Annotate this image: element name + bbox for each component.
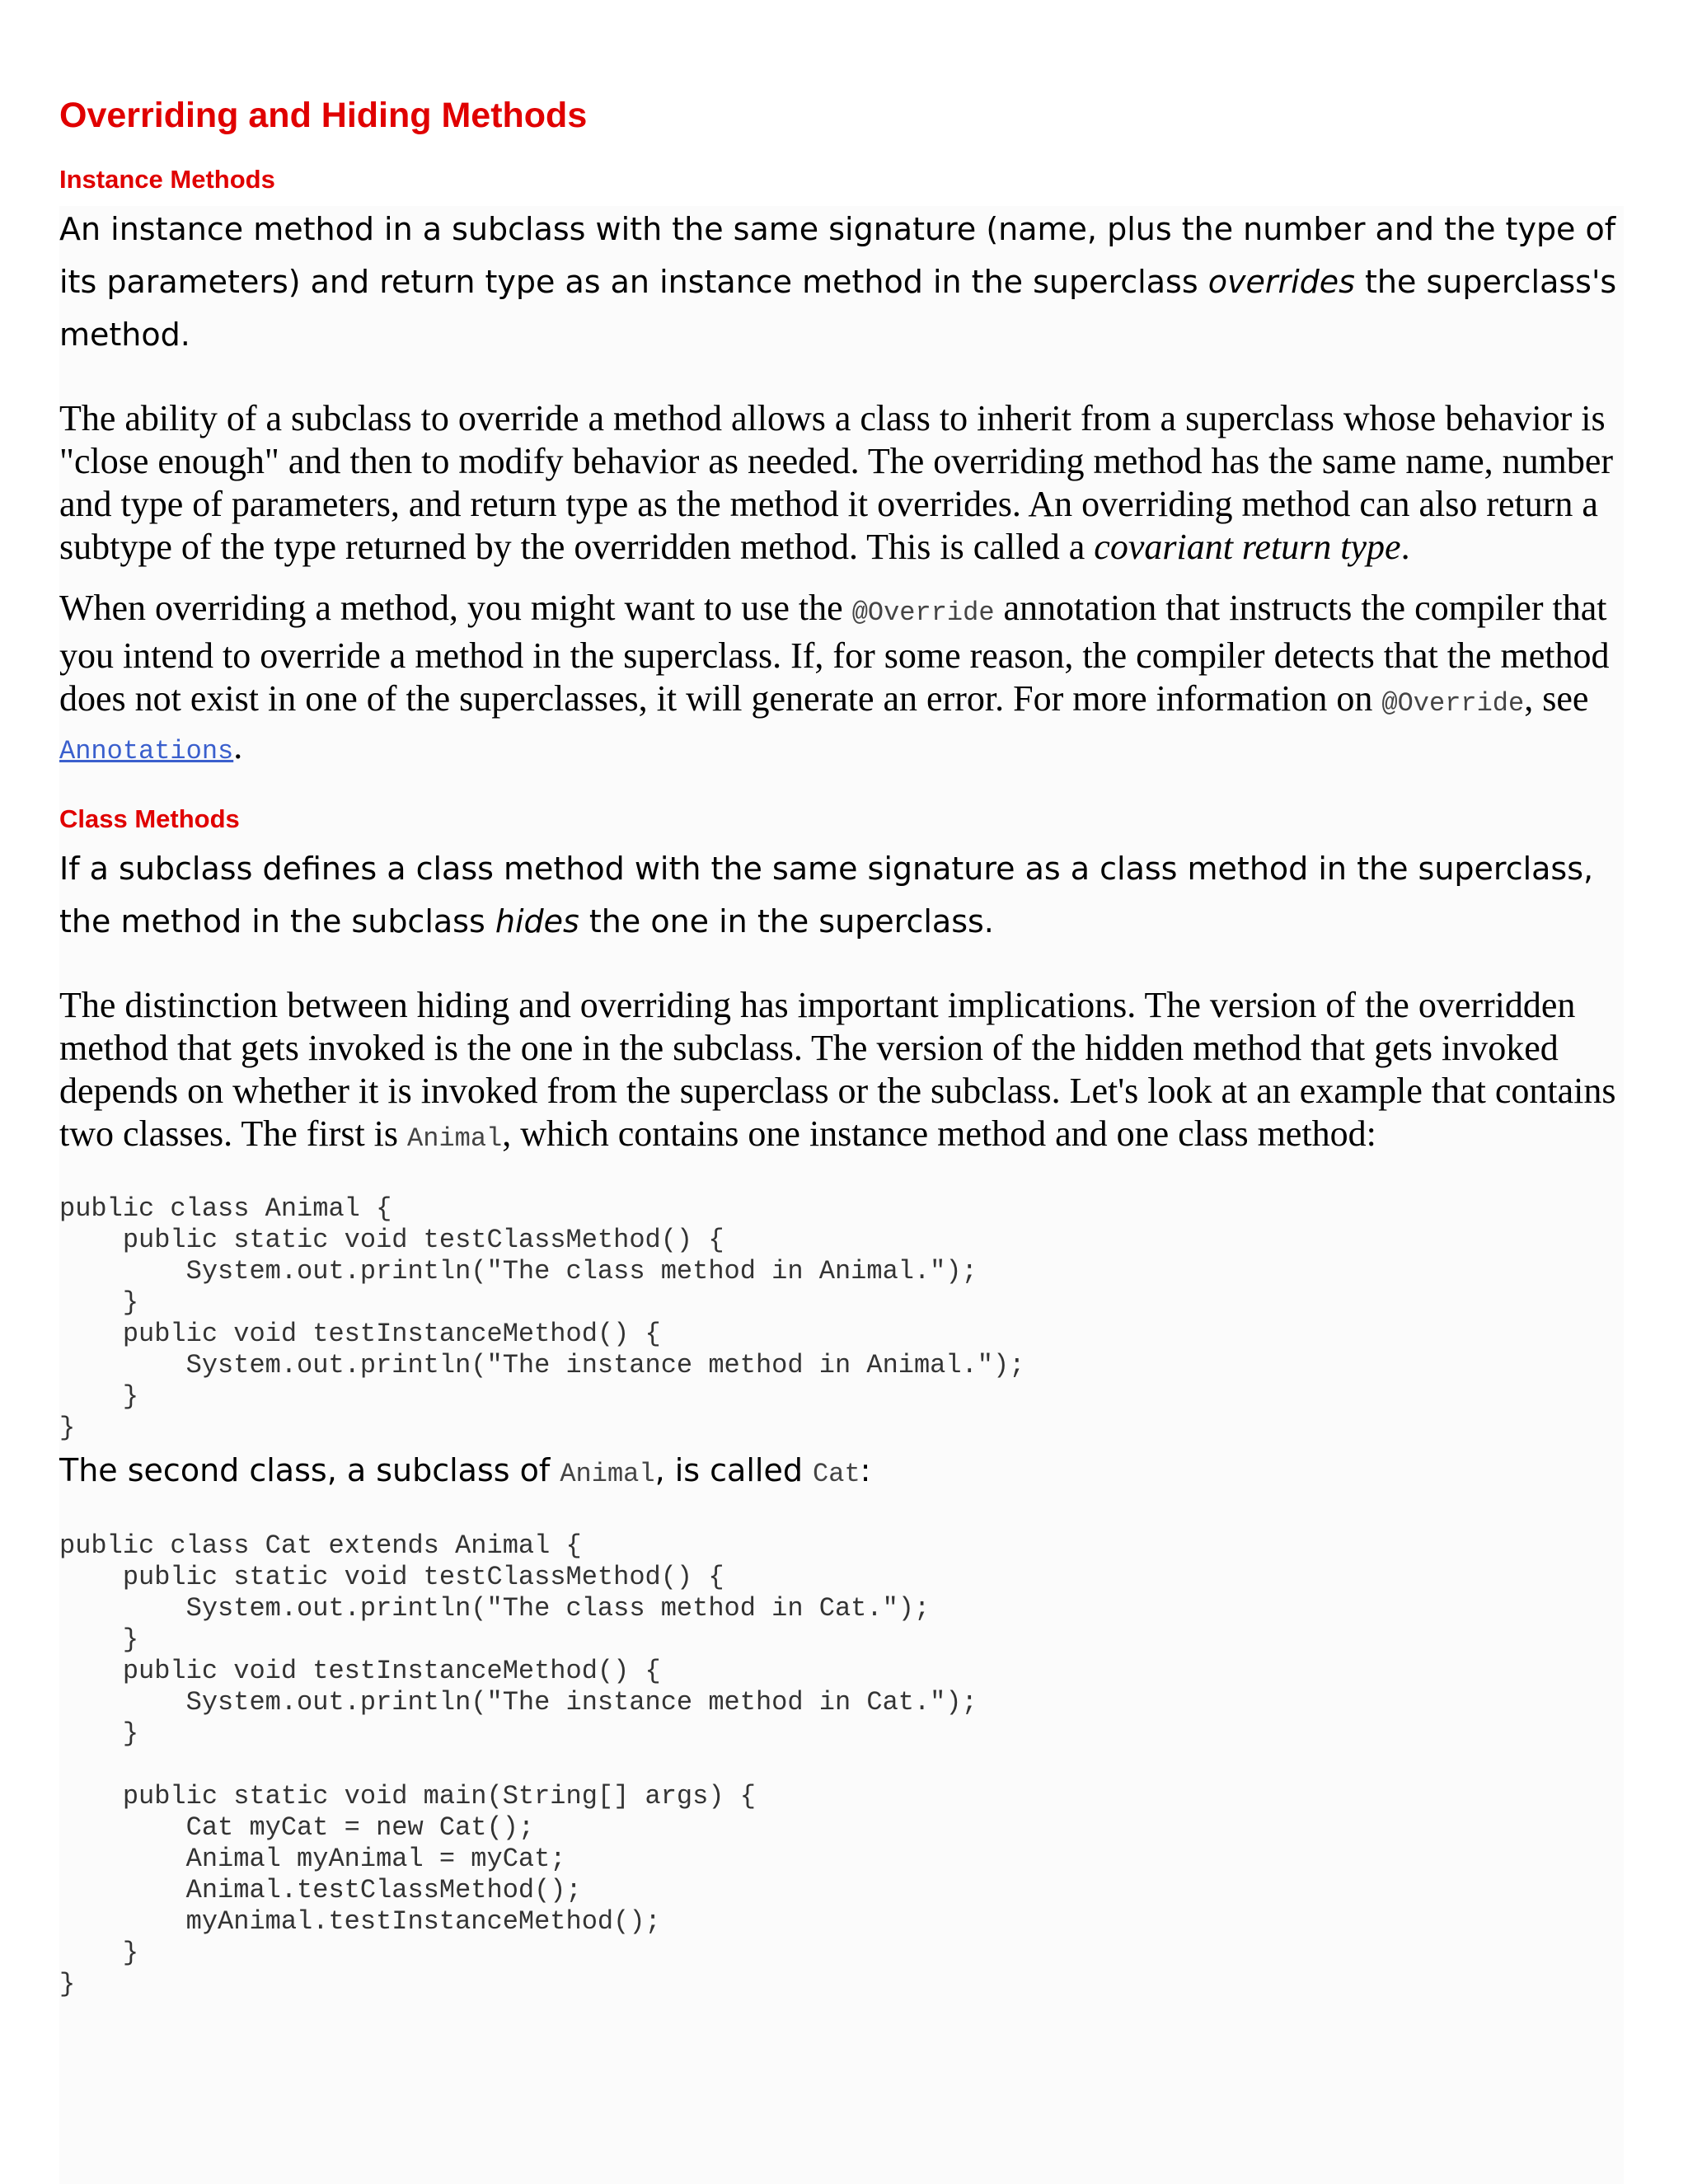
second-class-mid: , is called [654,1452,814,1488]
override-ability-paragraph [59,397,1624,569]
override-annotation-code-2: @Override [1381,688,1525,719]
class-methods-intro [59,842,1624,948]
instance-intro-text: An instance method in a subclass with the same signature (name, plus the number and the type of its parameters) and return type as an instance method in the superclass [59,211,1616,300]
override-paragraph-end: . [1400,527,1410,567]
hiding-vs-overriding-paragraph [59,984,1624,1160]
hiding-paragraph-text: The distinction between hiding and overriding has important implications. The version of the overridden method that gets invoked is the one in the subclass. The version of the hidden method that gets invoked depends on whether it is invoked from the superclass or the subclass. Let's look at an example that contains two classes. The first is [59,985,1616,1154]
override-annotation-code: @Override [851,598,995,628]
second-class-text: The second class, a subclass of [59,1452,560,1488]
annotation-paragraph-mid: annotation that instructs the compiler that you intend to override a method in the superclass. If, for some reason, the compiler detects that the method does not exist in one of the superclasses, it will generate an error. For more information on [59,588,1610,719]
instance-methods-intro [59,203,1624,361]
animal-class-code-2: Animal [560,1459,655,1489]
annotation-paragraph-text: When overriding a method, you might want to use the [59,588,852,628]
class-intro-emphasis: hides [495,903,579,940]
class-intro-text-end: the one in the superclass. [579,903,994,940]
animal-class-code: Animal [407,1123,503,1154]
instance-intro-text-end: the superclass's method. [59,264,1617,353]
second-class-sentence [59,1444,1624,1501]
section-heading-class-methods: Class Methods [59,804,240,833]
hiding-paragraph-end: , which contains one instance method and one class method: [502,1113,1376,1154]
instance-intro-emphasis: overrides [1207,264,1355,300]
second-class-end: : [860,1452,871,1488]
class-intro-text: If a subclass defines a class method with the same signature as a class method in the superclass, the method in the subclass [59,851,1594,940]
annotations-link[interactable]: Annotations [59,736,234,766]
section-heading-instance-methods: Instance Methods [59,165,275,194]
animal-code-block: public class Animal { public static void testClassMethod() { System.out.println("The class method in Animal."); } public void testInstanceMethod() { System.out.println("The instance method in Animal."); } } [59,1193,1025,1443]
see-text: , see [1524,678,1589,719]
annotation-paragraph-end: . [233,726,243,766]
cat-code-block: public class Cat extends Animal { public static void testClassMethod() { System.out.println("The class method in Cat."); } public void testInstanceMethod() { System.out.println("The instance method in Cat."); } public static void main(String[] args) { Cat myCat = new Cat(); Animal myAnimal = myCat; Animal.testClassMethod(); myAnimal.testInstanceMethod(); } } [59,1530,978,1999]
cat-class-code: Cat [813,1459,860,1489]
covariant-return-type-term: covariant return type [1094,527,1401,567]
article [59,91,1624,2000]
page-title: Overriding and Hiding Methods [59,96,588,135]
override-paragraph-text: The ability of a subclass to override a method allows a class to inherit from a superclass whose behavior is "close enough" and then to modify behavior as needed. The overriding method has the same name, number and type of parameters, and return type as the method it overrides. An overriding method can also return a subtype of the type returned by the overridden method. This is called a [59,398,1614,567]
override-annotation-paragraph [59,587,1624,773]
